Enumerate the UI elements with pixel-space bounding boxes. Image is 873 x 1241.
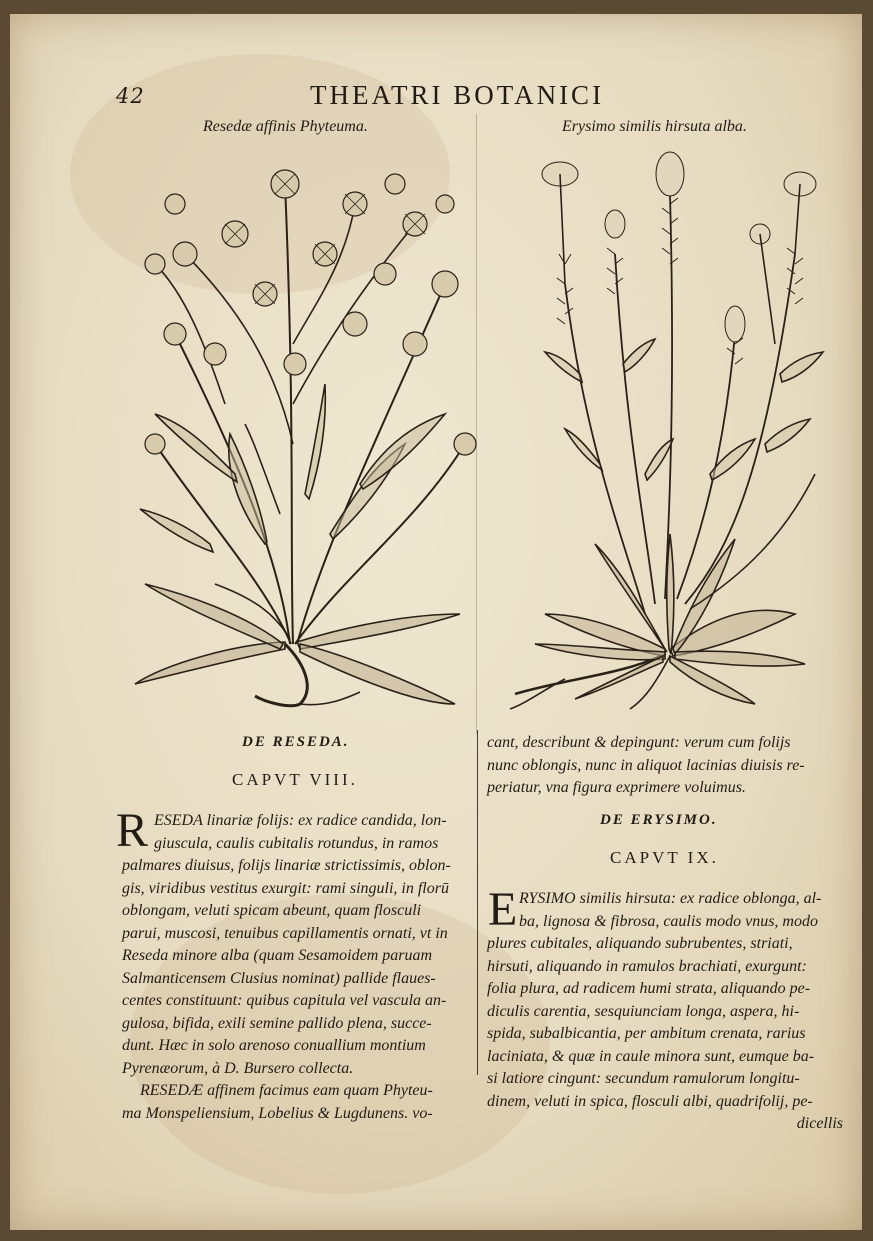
text-line: gulosa, bifida, exili semine pallido plena, succe-: [122, 1014, 432, 1032]
text-line: ESEDA linariæ folijs: ex radice candida, lon-: [154, 812, 447, 829]
text-line: RESEDÆ affinem facimus eam quam Phyteu-: [140, 1082, 433, 1099]
dropcap-left: R: [116, 804, 149, 857]
body-text-erysimo: [487, 883, 843, 1136]
chapter-number-viii: CAPVT VIII.: [232, 770, 358, 789]
text-line: centes constituunt: quibus capitula vel vascula an-: [122, 992, 447, 1009]
text-line: nunc oblongis, nunc in aliquot lacinias diuisis re-: [487, 756, 805, 774]
text-line: Pyrenæorum, à D. Bursero collecta.: [122, 1059, 354, 1077]
text-line: giuscula, caulis cubitalis rotundus, in ramos: [154, 834, 439, 852]
plate-caption-right: Erysimo similis hirsuta alba.: [562, 118, 747, 135]
text-line: cant, describunt & depingunt: verum cum folijs: [487, 734, 791, 751]
text-line: hirsuti, aliquando in ramulos brachiati, exurgunt:: [487, 957, 807, 975]
text-line: Reseda minore alba (quam Sesamoidem paruam: [122, 947, 433, 964]
running-head: THEATRI BOTANICI: [310, 80, 605, 110]
text-line: dinem, veluti in spica, flosculi albi, quadrifolij, pe-: [487, 1092, 813, 1110]
text-line: gis, viridibus vestitus exurgit: rami singuli, in florū: [122, 879, 449, 897]
column-divider-lower: [477, 730, 478, 1075]
text-line: folia plura, ad radicem humi strata, aliquando pe-: [487, 980, 811, 997]
chapter-number-ix: CAPVT IX.: [610, 848, 719, 867]
text-line: palmares diuisus, folijs linariæ strictissimis, oblon-: [122, 857, 451, 874]
book-page: [10, 14, 862, 1230]
body-text-reseda: [122, 810, 477, 1125]
text-line: oblongam, veluti spicam abeunt, quam flosculi: [122, 902, 422, 919]
text-line: plures cubitales, aliquando subrubentes, striati,: [487, 935, 793, 952]
text-line: Salmanticensem Clusius nominat) pallide flaues-: [122, 969, 436, 987]
body-text-continuation: [487, 732, 843, 800]
chapter-title-erysimo: DE ERYSIMO.: [600, 812, 718, 828]
text-line: dunt. Hæc in solo arenoso conuallium montium: [122, 1037, 426, 1054]
dropcap-right: E: [488, 883, 518, 936]
chapter-title-reseda: DE RESEDA.: [242, 734, 350, 750]
text-line: RYSIMO similis hirsuta: ex radice oblonga, al-: [519, 890, 822, 907]
text-line: spida, subalbicantia, per ambitum crenata, rarius: [487, 1025, 806, 1042]
text-line: periatur, vna figura exprimere voluimus.: [487, 779, 746, 796]
page-number: 42: [116, 84, 145, 108]
text-line: parui, muscosi, tenuibus capillamentis ornati, vt in: [122, 924, 448, 942]
text-line: si latiore cingunt: secundum ramulorum longitu-: [487, 1070, 800, 1087]
plate-caption-left: Resedæ affinis Phyteuma.: [203, 118, 368, 135]
text-line: diculis carentia, sesquiunciam longa, aspera, hi-: [487, 1002, 800, 1020]
woodcut-reseda-illustration: [115, 144, 480, 709]
text-line: ba, lignosa & fibrosa, caulis modo vnus, modo: [519, 912, 818, 930]
text-line: laciniata, & quæ in caule minora sunt, eumque ba-: [487, 1047, 815, 1065]
woodcut-erysimum-illustration: [505, 144, 850, 714]
catchword: dicellis: [796, 1115, 843, 1132]
text-line: ma Monspeliensium, Lobelius & Lugdunens. vo-: [122, 1104, 433, 1122]
